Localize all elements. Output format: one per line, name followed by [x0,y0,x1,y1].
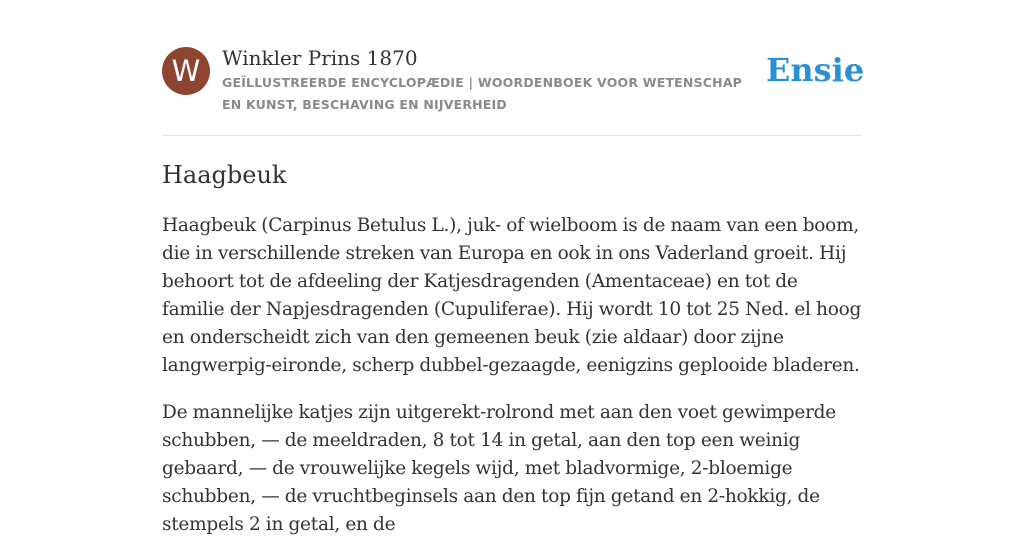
entry-title: Haagbeuk [162,161,287,189]
source-avatar[interactable]: W [162,47,210,95]
source-subtitle: GEÏLLUSTREERDE ENCYCLOPÆDIE | WOORDENBOEK VOOR WETENSCHAP EN KUNST, BESCHAVING EN NIJVERHEID [222,75,743,112]
entry-body [162,212,862,558]
header-divider [162,135,862,136]
ensie-logo-link[interactable]: Ensie [766,51,865,89]
entry-paragraph: Haagbeuk (Carpinus Betulus L.), juk- of wielboom is de naam van een boom, die in verschillende streken van Europa en ook in ons Vaderland groeit. Hij behoort tot de afdeeling der Katjesdragenden (Amentaceae) en tot de familie der Napjesdragenden (Cupuliferae). Hij wordt 10 tot 25 Ned. el hoog en onderscheidt zich van den gemeenen beuk (zie aldaar) door zijne langwerpig-eironde, scherp dubbel-gezaagde, eenigzins geplooide bladeren. [162,215,862,376]
source-header [162,46,865,118]
source-title[interactable]: Winkler Prins 1870 [222,46,418,70]
entry-paragraph: De mannelijke katjes zijn uitgerekt-rolrond met aan den voet gewimperde schubben, — de meeldraden, 8 tot 14 in getal, aan den top een weinig gebaard, — de vrouwelijke kegels wijd, met bladvormige, 2-bloemige schubben, — de vruchtbeginsels aan den top fijn getand en 2-hokkig, de stempels 2 in getal, en de [162,402,836,535]
